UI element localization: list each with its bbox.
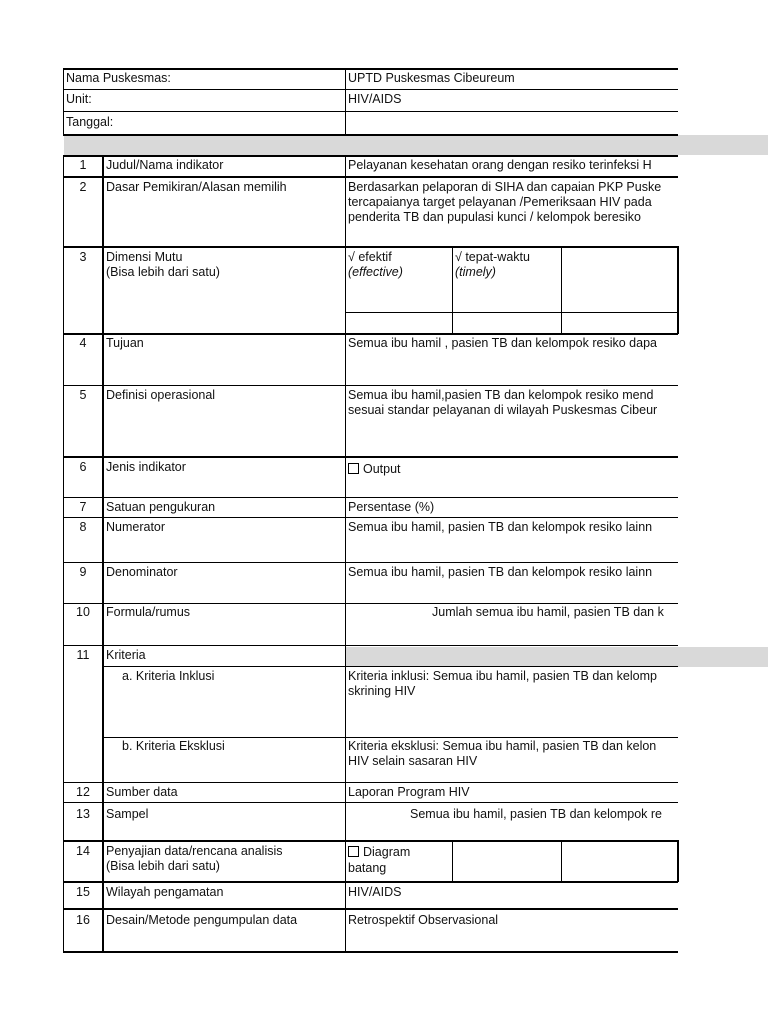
row-label-kriteria: Kriteria bbox=[106, 648, 146, 662]
row-value-dasar-line-2: tercapaianya target pelayanan /Pemeriksaan HIV pada bbox=[348, 195, 652, 209]
row-label-dimensi-mutu: Dimensi Mutu bbox=[106, 250, 183, 264]
row-number: 10 bbox=[76, 605, 90, 619]
row-label-kriteria-eksklusi: b. Kriteria Eksklusi bbox=[122, 739, 225, 753]
criteria-header-band bbox=[346, 647, 768, 667]
penyajian-option-diagram bbox=[348, 844, 410, 860]
tanggal-label: Tanggal: bbox=[66, 115, 114, 129]
row-number: 16 bbox=[76, 913, 90, 927]
row-label-sampel: Sampel bbox=[106, 807, 149, 821]
row-label-definisi: Definisi operasional bbox=[106, 388, 216, 402]
penyajian-option-diagram-line-2: batang bbox=[348, 861, 387, 875]
row-value-kriteria-eksklusi-line-1: Kriteria eksklusi: Semua ibu hamil, pasien TB dan kelon bbox=[348, 739, 657, 753]
row-number: 13 bbox=[76, 807, 90, 821]
unit-label: Unit: bbox=[66, 92, 92, 106]
row-label-jenis-indikator: Jenis indikator bbox=[106, 460, 186, 474]
row-value-sampel: Semua ibu hamil, pasien TB dan kelompok re bbox=[410, 807, 662, 821]
row-label-sumber-data: Sumber data bbox=[106, 785, 178, 799]
nama-puskesmas-label: Nama Puskesmas: bbox=[66, 71, 171, 85]
row-label-wilayah: Wilayah pengamatan bbox=[106, 885, 224, 899]
row-value-numerator: Semua ibu hamil, pasien TB dan kelompok resiko lainn bbox=[348, 520, 653, 534]
output-option-label: Output bbox=[363, 462, 401, 476]
row-label-satuan: Satuan pengukuran bbox=[106, 500, 216, 514]
row-number: 5 bbox=[79, 388, 87, 402]
row-number: 15 bbox=[76, 885, 90, 899]
row-label-tujuan: Tujuan bbox=[106, 336, 144, 350]
row-value-judul: Pelayanan kesehatan orang dengan resiko terinfeksi H bbox=[348, 158, 652, 172]
row-number: 6 bbox=[79, 460, 87, 474]
row-value-dasar-line-3: penderita TB dan pupulasi kunci / kelompok beresiko bbox=[348, 210, 641, 224]
row-number: 4 bbox=[79, 336, 87, 350]
dimensi-option-efektif: √ efektif bbox=[348, 250, 392, 264]
row-label-desain-metode: Desain/Metode pengumpulan data bbox=[106, 913, 298, 927]
row-number: 11 bbox=[76, 648, 90, 662]
row-number: 2 bbox=[79, 180, 87, 194]
dimensi-option-tepat-waktu-en: (timely) bbox=[455, 265, 496, 279]
row-number: 14 bbox=[76, 844, 90, 858]
row-label-formula: Formula/rumus bbox=[106, 605, 191, 619]
row-number: 7 bbox=[79, 500, 87, 514]
row-number: 3 bbox=[79, 250, 87, 264]
row-value-satuan: Persentase (%) bbox=[348, 500, 435, 514]
row-label-dimensi-mutu-note: (Bisa lebih dari satu) bbox=[106, 265, 220, 279]
row-number: 8 bbox=[79, 520, 87, 534]
row-number: 9 bbox=[79, 565, 87, 579]
checkbox-icon bbox=[348, 463, 359, 474]
nama-puskesmas-value: UPTD Puskesmas Cibeureum bbox=[348, 71, 515, 85]
unit-value: HIV/AIDS bbox=[348, 92, 402, 106]
row-value-kriteria-eksklusi-line-2: HIV selain sasaran HIV bbox=[348, 754, 478, 768]
dimensi-option-efektif-en: (effective) bbox=[348, 265, 403, 279]
row-label-penyajian-note: (Bisa lebih dari satu) bbox=[106, 859, 220, 873]
row-value-tujuan: Semua ibu hamil , pasien TB dan kelompok resiko dapa bbox=[348, 336, 657, 350]
row-label-numerator: Numerator bbox=[106, 520, 166, 534]
row-value-definisi-line-2: sesuai standar pelayanan di wilayah Puskesmas Cibeur bbox=[348, 403, 658, 417]
row-value-jenis-indikator bbox=[348, 461, 401, 477]
row-label-dasar-pemikiran: Dasar Pemikiran/Alasan memilih bbox=[106, 180, 287, 194]
row-value-dasar-line-1: Berdasarkan pelaporan di SIHA dan capaian PKP Puske bbox=[348, 180, 662, 194]
row-label-penyajian: Penyajian data/rencana analisis bbox=[106, 844, 283, 858]
checkbox-icon bbox=[348, 846, 359, 857]
dimensi-option-tepat-waktu: √ tepat-waktu bbox=[455, 250, 530, 264]
row-label-kriteria-inklusi: a. Kriteria Inklusi bbox=[122, 669, 215, 683]
row-value-definisi-line-1: Semua ibu hamil,pasien TB dan kelompok resiko mend bbox=[348, 388, 654, 402]
row-value-kriteria-inklusi-line-2: skrining HIV bbox=[348, 684, 416, 698]
row-value-formula: Jumlah semua ibu hamil, pasien TB dan k bbox=[432, 605, 664, 619]
row-number: 12 bbox=[76, 785, 90, 799]
penyajian-option-diagram-line-1: Diagram bbox=[363, 845, 411, 859]
row-number: 1 bbox=[79, 158, 87, 172]
row-value-denominator: Semua ibu hamil, pasien TB dan kelompok resiko lainn bbox=[348, 565, 653, 579]
separator-band bbox=[64, 135, 768, 155]
row-value-kriteria-inklusi-line-1: Kriteria inklusi: Semua ibu hamil, pasien TB dan kelomp bbox=[348, 669, 657, 683]
row-value-sumber-data: Laporan Program HIV bbox=[348, 785, 470, 799]
row-value-desain-metode: Retrospektif Observasional bbox=[348, 913, 499, 927]
row-label-judul: Judul/Nama indikator bbox=[106, 158, 224, 172]
row-value-wilayah: HIV/AIDS bbox=[348, 885, 402, 899]
row-label-denominator: Denominator bbox=[106, 565, 178, 579]
